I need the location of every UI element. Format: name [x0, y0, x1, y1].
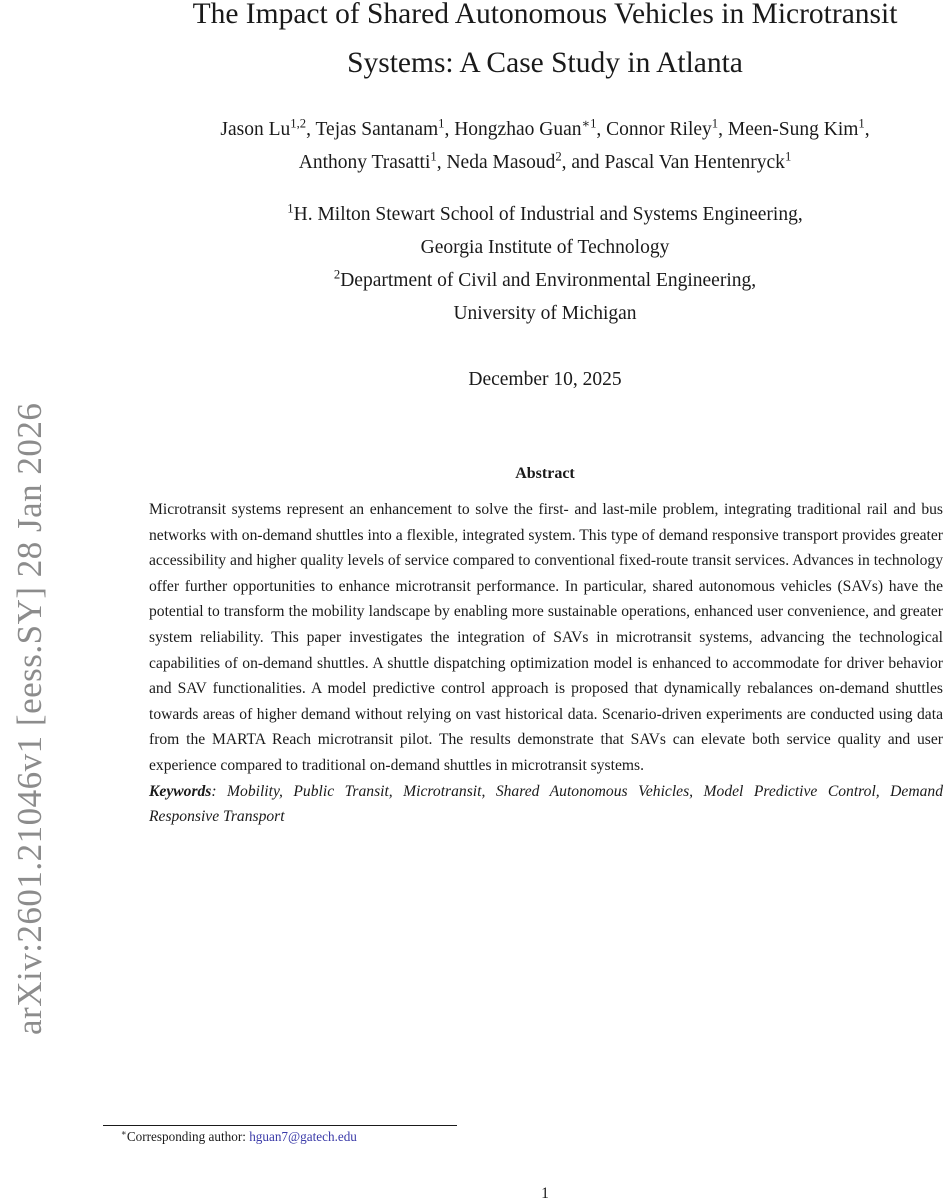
author-separator: , — [596, 119, 607, 140]
footnote-marker: ∗ — [121, 1127, 127, 1138]
affiliation-sup: 1 — [287, 201, 294, 216]
author-separator: , — [444, 119, 455, 140]
title-line-2: Systems: A Case Study in Atlanta — [347, 47, 743, 79]
author-affil-sup: 2 — [555, 149, 562, 164]
author-name: Tejas Santanam — [315, 119, 439, 140]
affiliation-2-line-1 — [120, 264, 950, 297]
author-affil-sup: ∗1 — [581, 116, 597, 131]
arxiv-identifier-stamp: arXiv:2601.21046v1 [eess.SY] 28 Jan 2026 — [10, 402, 49, 1035]
affiliation-1-line-2: Georgia Institute of Technology — [420, 237, 670, 258]
page-number: 1 — [541, 1185, 549, 1202]
author-name: Hongzhao Guan — [454, 119, 582, 140]
author-affil-sup: 1 — [784, 149, 792, 164]
footnote-text: Corresponding author: — [126, 1129, 250, 1144]
affiliation-sup: 2 — [333, 267, 341, 282]
affiliation-1-line-1 — [120, 198, 950, 231]
author-separator: , — [718, 119, 728, 140]
author-affil-sup: 1 — [858, 116, 865, 131]
author-line-1 — [120, 113, 950, 146]
author-name: Meen-Sung Kim — [727, 119, 859, 140]
author-affil-sup: 1 — [711, 116, 719, 131]
author-name: Anthony Trasatti — [298, 152, 431, 173]
paper-date: December 10, 2025 — [468, 369, 622, 390]
author-name: Neda Masoud — [446, 152, 556, 173]
affiliation-text: Department of Civil and Environmental Engineering, — [340, 270, 757, 291]
paper-title — [120, 0, 950, 88]
corresponding-email-link[interactable]: hguan7@gatech.edu — [249, 1129, 357, 1144]
author-name: Connor Riley — [606, 119, 712, 140]
affiliation-2-line-2: University of Michigan — [453, 303, 637, 324]
author-name: Jason Lu — [220, 119, 291, 140]
author-line-2 — [120, 146, 950, 179]
abstract-section — [149, 497, 943, 830]
keywords-text: : Mobility, Public Transit, Microtransit, Shared Autonomous Vehicles, Model Predictive Control, Demand Responsive Transport — [149, 782, 943, 826]
author-affil-sup: 1 — [438, 116, 445, 131]
author-separator: , — [864, 119, 870, 140]
keywords-line — [149, 779, 943, 830]
abstract-text: Microtransit systems represent an enhancement to solve the first- and last-mile problem, integrating traditional rail and bus networks with on-demand shuttles into a flexible, integrated system. This type of demand responsive transport provides greater accessibility and higher quality levels of service compared to conventional fixed-route transit services. Advances in technology offer further opportunities to enhance microtransit performance. In particular, shared autonomous vehicles (SAVs) have the potential to transform the mobility landscape by enabling more sustainable operations, enhanced user convenience, and greater system reliability. This paper investigates the integration of SAVs in microtransit systems, advancing the technological capabilities of on-demand shuttles. A shuttle dispatching optimization model is enhanced to accommodate for driver behavior and SAV functionalities. A model predictive control approach is proposed that dynamically rebalances on-demand shuttles towards areas of higher demand without relying on vast historical data. Scenario-driven experiments are conducted using data from the MARTA Reach microtransit pilot. The results demonstrate that SAVs can elevate both service quality and user experience compared to traditional on-demand shuttles in microtransit systems. — [149, 501, 943, 774]
affiliation-text: H. Milton Stewart School of Industrial and Systems Engineering, — [293, 204, 803, 225]
affiliations — [120, 198, 950, 330]
footnote-divider — [103, 1125, 457, 1126]
corresponding-author-footnote — [121, 1127, 357, 1147]
author-affil-sup: 1 — [430, 149, 437, 164]
author-affil-sup: 1,2 — [290, 116, 307, 131]
author-separator: , — [306, 119, 316, 140]
author-name: Pascal Van Hentenryck — [604, 152, 785, 173]
abstract-heading: Abstract — [515, 465, 575, 482]
author-separator: , and — [561, 152, 605, 173]
title-line-1: The Impact of Shared Autonomous Vehicles in Microtransit — [192, 0, 898, 30]
keywords-label: Keywords — [149, 782, 212, 800]
author-separator: , — [436, 152, 447, 173]
author-list — [120, 113, 950, 179]
